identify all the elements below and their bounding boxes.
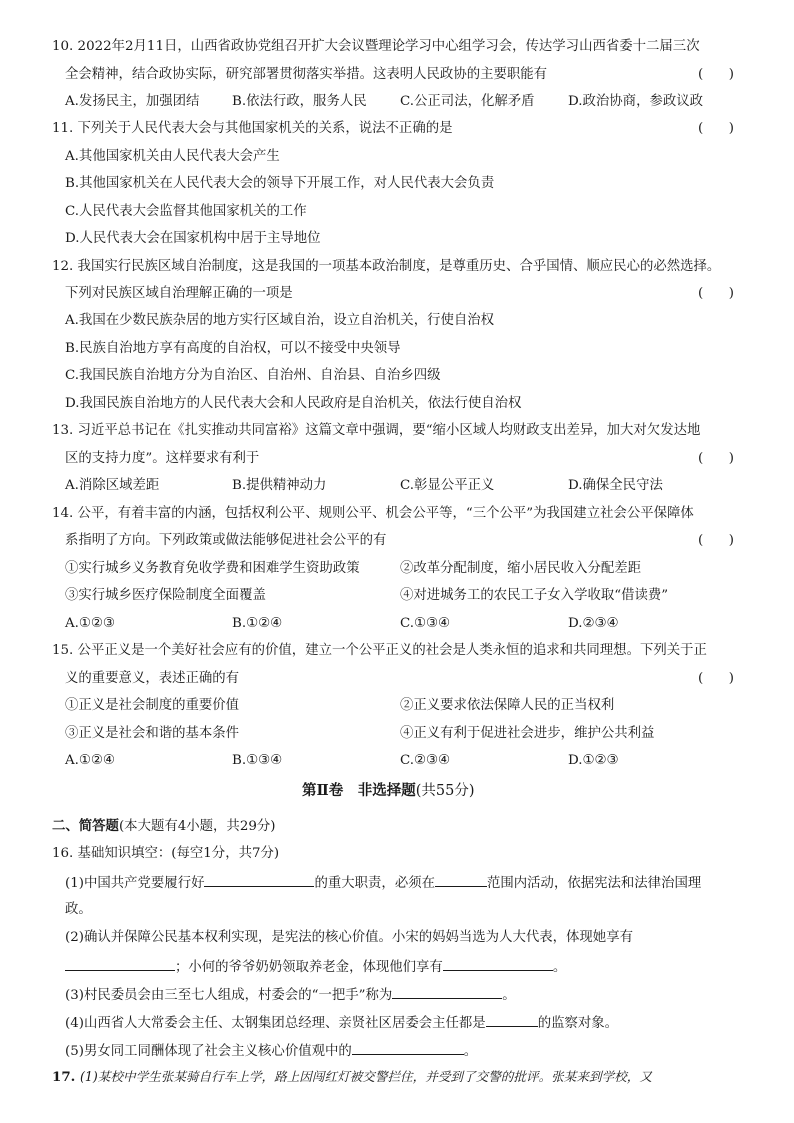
q16-blank-6[interactable] bbox=[486, 1013, 538, 1027]
q15-option-a: A.①②④ bbox=[65, 753, 115, 768]
q14-option-b: B.①②④ bbox=[232, 616, 283, 631]
q16-sub2-line1: (2)确认并保障公民基本权利实现，是宪法的核心价值。小宋的妈妈当选为人大代表，体现她享有 bbox=[65, 930, 633, 945]
q12-stem-line2: 下列对民族区域自治理解正确的一项是 bbox=[65, 286, 293, 301]
q14-item-4: ④对进城务工的农民工子女入学收取“借读费” bbox=[400, 588, 669, 603]
q16-head: 16. 基础知识填空：(每空1分，共7分) bbox=[52, 846, 280, 861]
q10-option-a: A.发扬民主，加强团结 bbox=[65, 94, 200, 109]
q16-blank-3[interactable] bbox=[65, 957, 175, 971]
q10-option-d: D.政治协商，参政议政 bbox=[568, 94, 704, 109]
q13-stem-line1: 13. 习近平总书记在《扎实推动共同富裕》这篇文章中强调，要“缩小区域人均财政支出差异，加大对欠发达地 bbox=[52, 423, 701, 438]
q10-stem-line1: 10. 2022年2月11日，山西省政协党组召开扩大会议暨理论学习中心组学习会，传达学习山西省委十二届三次 bbox=[52, 39, 700, 54]
q15-option-d: D.①②③ bbox=[568, 753, 619, 768]
q13-answer-paren: ( ) bbox=[698, 451, 734, 466]
q16-sub1-line1: (1)中国共产党要履行好 的重大职责，必须在 范围内活动，依据宪法和法律治国理 bbox=[65, 873, 701, 893]
part2-title: 第Ⅱ卷 非选择题 bbox=[302, 782, 416, 799]
q11-option-d: D.人民代表大会在国家机构中居于主导地位 bbox=[65, 231, 321, 246]
q14-item-2: ②改革分配制度，缩小居民收入分配差距 bbox=[400, 561, 642, 576]
q14-answer-paren: ( ) bbox=[698, 533, 734, 548]
q15-item-2: ②正义要求依法保障人民的正当权利 bbox=[400, 698, 615, 713]
q12-stem-line1: 12. 我国实行民族区域自治制度，这是我国的一项基本政治制度，是尊重历史、合乎国情、顺应民心的必然选择。 bbox=[52, 259, 721, 274]
q13-option-d: D.确保全民守法 bbox=[568, 478, 663, 493]
q14-option-d: D.②③④ bbox=[568, 616, 619, 631]
q12-option-d: D.我国民族自治地方的人民代表大会和人民政府是自治机关，依法行使自治权 bbox=[65, 396, 522, 411]
q16-sub3: (3)村民委员会由三至七人组成，村委会的“一把手”称为 。 bbox=[65, 985, 516, 1005]
q14-option-c: C.①③④ bbox=[400, 616, 451, 631]
part2-score: (共55分) bbox=[415, 783, 475, 799]
part2-heading bbox=[302, 782, 475, 800]
q11-option-c: C.人民代表大会监督其他国家机关的工作 bbox=[65, 204, 307, 219]
q13-stem-line2: 区的支持力度”。这样要求有利于 bbox=[65, 451, 260, 466]
q13-option-c: C.彰显公平正义 bbox=[400, 478, 495, 493]
q10-answer-paren: ( ) bbox=[698, 67, 734, 82]
q12-option-a: A.我国在少数民族杂居的地方实行区域自治，设立自治机关，行使自治权 bbox=[65, 313, 495, 328]
q11-stem: 11. 下列关于人民代表大会与其他国家机关的关系，说法不正确的是 bbox=[52, 121, 453, 136]
q14-item-1: ①实行城乡义务教育免收学费和困难学生资助政策 bbox=[65, 561, 360, 576]
q15-item-3: ③正义是社会和谐的基本条件 bbox=[65, 726, 240, 741]
q16-sub5: (5)男女同工同酬体现了社会主义核心价值观中的 。 bbox=[65, 1041, 477, 1061]
section2-note: (本大题有4小题，共29分) bbox=[118, 819, 276, 834]
q14-stem-line2: 系指明了方向。下列政策或做法能够促进社会公平的有 bbox=[65, 533, 387, 548]
section2-title: 二、简答题 bbox=[52, 818, 119, 834]
q11-answer-paren: ( ) bbox=[698, 121, 734, 136]
q13-option-b: B.提供精神动力 bbox=[232, 478, 327, 493]
q15-option-b: B.①③④ bbox=[232, 753, 283, 768]
q10-stem-line2: 全会精神，结合政协实际，研究部署贯彻落实举措。这表明人民政协的主要职能有 bbox=[65, 67, 548, 82]
q15-stem-line2: 义的重要意义，表述正确的有 bbox=[65, 671, 240, 686]
q12-answer-paren: ( ) bbox=[698, 286, 734, 301]
q15-item-1: ①正义是社会制度的重要价值 bbox=[65, 698, 240, 713]
q10-option-c: C.公正司法，化解矛盾 bbox=[400, 94, 535, 109]
q16-sub4: (4)山西省人大常委会主任、太钢集团总经理、亲贤社区居委会主任都是 的监察对象。 bbox=[65, 1013, 618, 1033]
q16-blank-4[interactable] bbox=[443, 957, 553, 971]
q14-stem-line1: 14. 公平，有着丰富的内涵，包括权利公平、规则公平、机会公平等，“三个公平”为我国建立社会公平保障体 bbox=[52, 506, 694, 521]
q11-option-b: B.其他国家机关在人民代表大会的领导下开展工作，对人民代表大会负责 bbox=[65, 176, 495, 191]
q16-blank-7[interactable] bbox=[352, 1041, 464, 1055]
q14-option-a: A.①②③ bbox=[65, 616, 115, 631]
q17-line1: 17. (1)某校中学生张某骑自行车上学，路上因闯红灯被交警拦住，并受到了交警的批评。张某来到学校，又 bbox=[52, 1069, 652, 1085]
q15-item-4: ④正义有利于促进社会进步，维护公共利益 bbox=[400, 726, 655, 741]
q11-option-a: A.其他国家机关由人民代表大会产生 bbox=[65, 149, 280, 164]
q16-blank-1[interactable] bbox=[204, 873, 314, 887]
q12-option-b: B.民族自治地方享有高度的自治权，可以不接受中央领导 bbox=[65, 341, 401, 356]
q16-sub1-line2: 政。 bbox=[65, 902, 92, 917]
q12-option-c: C.我国民族自治地方分为自治区、自治州、自治县、自治乡四级 bbox=[65, 368, 441, 383]
q14-item-3: ③实行城乡医疗保险制度全面覆盖 bbox=[65, 588, 266, 603]
q16-sub2-line2: ；小何的爷爷奶奶领取养老金，体现他们享有 。 bbox=[65, 957, 566, 977]
q10-option-b: B.依法行政，服务人民 bbox=[232, 94, 367, 109]
section2-heading bbox=[52, 817, 275, 836]
q15-stem-line1: 15. 公平正义是一个美好社会应有的价值，建立一个公平正义的社会是人类永恒的追求和共同理想。下列关于正 bbox=[52, 643, 707, 658]
q15-answer-paren: ( ) bbox=[698, 671, 734, 686]
q15-option-c: C.②③④ bbox=[400, 753, 451, 768]
q16-blank-2[interactable] bbox=[435, 873, 487, 887]
q16-blank-5[interactable] bbox=[392, 985, 502, 999]
q13-option-a: A.消除区域差距 bbox=[65, 478, 160, 493]
